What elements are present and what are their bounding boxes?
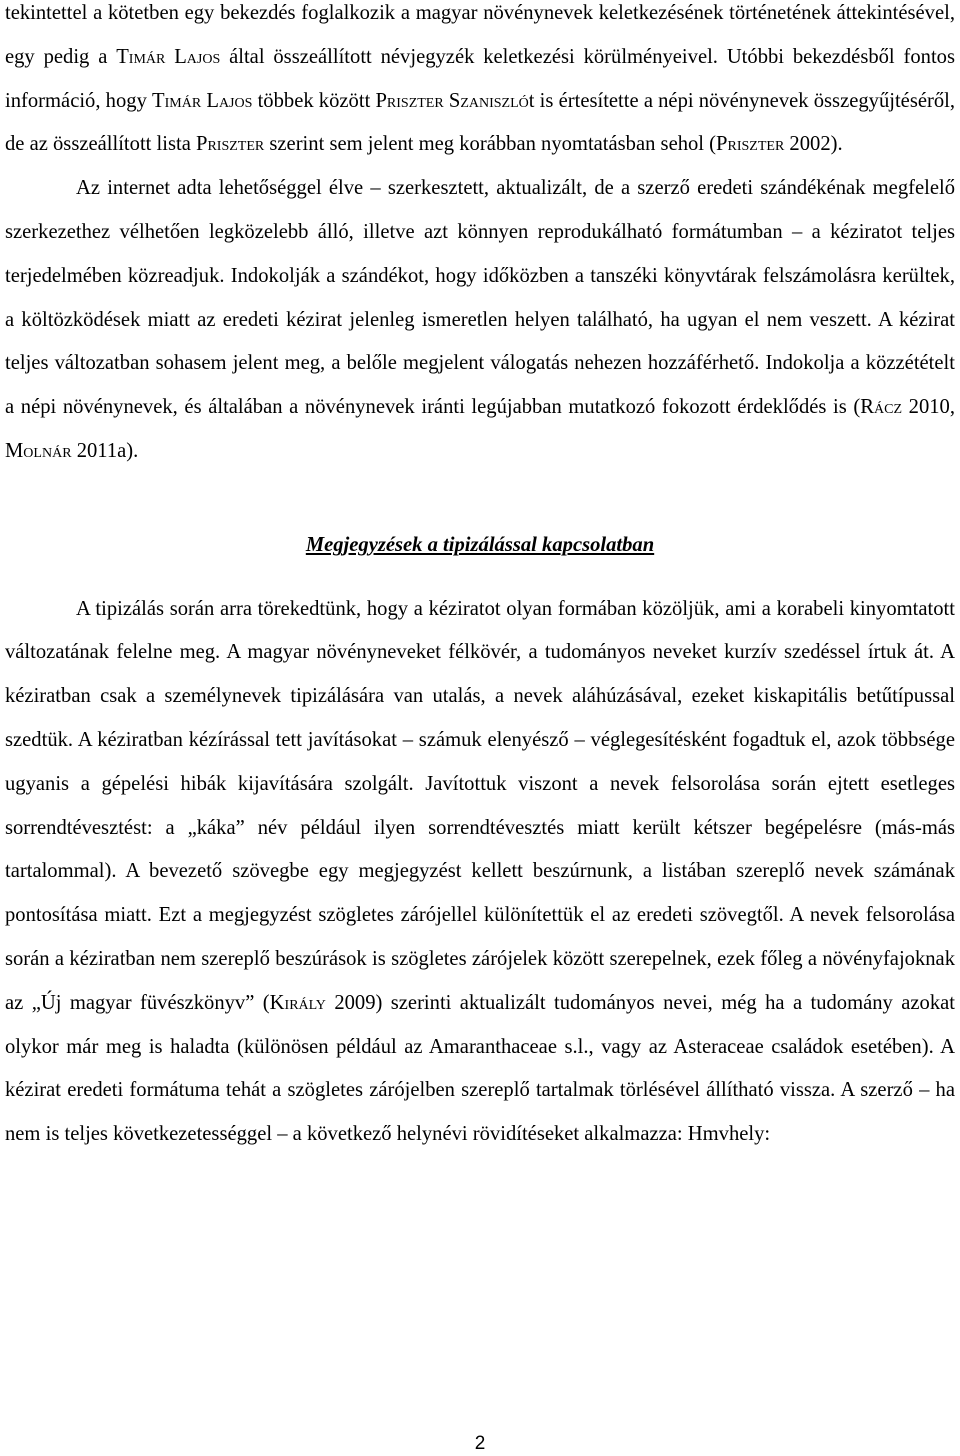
text-run: által összeállított névjegyzék keletkezési körülményeivel. Utóbbi bekezdésből fontos információ, hogy bbox=[5, 45, 955, 112]
text-run: Az internet adta lehetőséggel élve – szerkesztett, aktualizált, de a szerző eredeti szándékénak megfelelő szerkezethez vélhetően legközelebb álló, illetve azt könnyen reprodukálható formátumban – a kéziratot teljes terjedelmében közreadjuk. Indokolják a szándékot, hogy időközben a tanszéki könyvtárak felszámolásra kerültek, a költözködések miatt az eredeti kézirat jelenleg ismeretlen helyen található, ha ugyan el nem veszett. A kézirat teljes változatban sohasem jelent meg, a belőle megjelent válogatás nehezen hozzáférhető. Indokolja a közzétételt a népi növénynevek, és általában a növénynevek iránti legújabban mutatkozó fokozott érdeklődés is ( bbox=[5, 177, 955, 419]
person-name-smallcaps: Molnár bbox=[5, 439, 72, 462]
document-page bbox=[5, 0, 955, 1157]
text-run: 2009) szerinti aktualizált tudományos nevei, még ha a tudomány azokat olykor már meg is haladta (különösen például az Amaranthaceae s.l., vagy az Asteraceae családok esetében). A kézirat eredeti formátuma tehát a szögletes zárójelben szereplő tartalmak törlésével állítható vissza. A szerző – ha nem is teljes következetességgel – a következő helynévi rövidítéseket alkalmazza: Hmvhely: bbox=[5, 991, 956, 1146]
text-run: A tipizálás során arra törekedtünk, hogy a kéziratot olyan formában közöljük, ami a korabeli kinyomtatott változatának felelne meg. A magyar növényneveket félkövér, a tudományos neveket kurzív szedéssel írtuk át. A kéziratban csak a személynevek tipizálására van utalás, a nevek aláhúzásával, ezeket kiskapitális betűtípussal szedtük. A kéziratban kézírással tett javításokat – számuk elenyésző – véglegesítésként fogadtuk el, azok többsége ugyanis a gépelési hibák kijavítására szolgált. Javítottuk viszont a nevek felsorolása során ejtett esetleges sorrendtévesztést: a „káka” név például ilyen sorrendtévesztés miatt került kétszer begépelésre (más-más tartalommal). A bevezető szövegbe egy megjegyzést kellett beszúrnunk, a listában szereplő nevek számának pontosítása miatt. Ezt a megjegyzést szögletes zárójellel különítettük el az eredeti szövegtől. A nevek felsorolása során a kéziratban nem szereplő beszúrások is szögletes zárójelek között szerepelnek, ezek főleg a növényfajoknak az „Új magyar füvészkönyv” ( bbox=[5, 597, 955, 1014]
text-run: szerint sem jelent meg korábban nyomtatásban sehol ( bbox=[264, 133, 717, 156]
person-name-smallcaps: Priszter bbox=[196, 133, 265, 156]
text-run: 2002). bbox=[784, 133, 843, 156]
paragraph-typesetting-notes bbox=[5, 588, 955, 1157]
text-run: tekintettel a kötetben egy bekezdés foglalkozik a magyar növénynevek keletkezésének történetének áttekintésével, egy pedig a bbox=[5, 2, 955, 68]
person-name-smallcaps: Timár Lajos bbox=[152, 89, 253, 112]
person-name-smallcaps: Rácz bbox=[860, 396, 903, 419]
paragraph-intro-history bbox=[5, 0, 955, 167]
person-name-smallcaps: Timár Lajos bbox=[116, 45, 221, 68]
paragraph-publication-reason bbox=[5, 167, 955, 474]
person-name-smallcaps: Király bbox=[269, 991, 326, 1014]
text-run: 2011a). bbox=[71, 439, 139, 462]
person-name-smallcaps: Priszter bbox=[716, 133, 785, 156]
text-run: 2010, bbox=[902, 396, 955, 419]
person-name-smallcaps: Priszter Szaniszló bbox=[375, 89, 529, 112]
page-number: 2 bbox=[474, 1433, 486, 1454]
text-run: t is értesítette a népi növénynevek összegyűjtéséről, de az összeállított lista bbox=[5, 89, 955, 156]
text-run: többek között bbox=[252, 89, 376, 112]
section-heading: Megjegyzések a tipizálással kapcsolatban bbox=[305, 533, 655, 556]
